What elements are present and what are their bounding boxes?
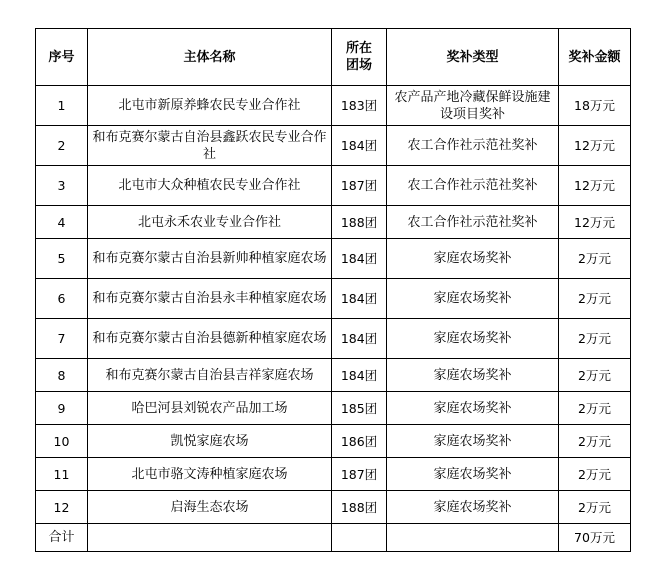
- row-type: 家庭农场奖补: [387, 491, 559, 524]
- row-amount: 2万元: [559, 392, 631, 425]
- row-name: 启海生态农场: [88, 491, 332, 524]
- table-total-row: [36, 524, 631, 552]
- row-type: 家庭农场奖补: [387, 319, 559, 359]
- row-type: 农工合作社示范社奖补: [387, 166, 559, 206]
- row-amount: 12万元: [559, 166, 631, 206]
- row-index: 2: [36, 126, 88, 166]
- row-amount: 2万元: [559, 359, 631, 392]
- row-name: 和布克赛尔蒙古自治县新帅种植家庭农场: [88, 239, 332, 279]
- row-team: 188团: [332, 206, 387, 239]
- row-type: 家庭农场奖补: [387, 239, 559, 279]
- header-amount: 奖补金额: [559, 29, 631, 86]
- row-type: 家庭农场奖补: [387, 359, 559, 392]
- row-type: 家庭农场奖补: [387, 425, 559, 458]
- row-team: 186团: [332, 425, 387, 458]
- total-empty-cell: [387, 524, 559, 552]
- table-header-row: [36, 29, 631, 86]
- row-index: 1: [36, 86, 88, 126]
- row-index: 12: [36, 491, 88, 524]
- row-index: 4: [36, 206, 88, 239]
- row-name: 凯悦家庭农场: [88, 425, 332, 458]
- row-name: 北屯市骆文涛种植家庭农场: [88, 458, 332, 491]
- table-row: [36, 458, 631, 491]
- header-team: [332, 29, 387, 86]
- row-name: 和布克赛尔蒙古自治县德新种植家庭农场: [88, 319, 332, 359]
- subsidy-table: [35, 28, 631, 552]
- row-type: 农工合作社示范社奖补: [387, 126, 559, 166]
- row-team: 184团: [332, 239, 387, 279]
- row-team: 185团: [332, 392, 387, 425]
- row-type: 农产品产地冷藏保鲜设施建设项目奖补: [387, 86, 559, 126]
- row-index: 10: [36, 425, 88, 458]
- row-type: 农工合作社示范社奖补: [387, 206, 559, 239]
- row-name: 北屯市新原养蜂农民专业合作社: [88, 86, 332, 126]
- row-index: 7: [36, 319, 88, 359]
- row-type: 家庭农场奖补: [387, 458, 559, 491]
- row-index: 5: [36, 239, 88, 279]
- row-amount: 2万元: [559, 239, 631, 279]
- row-amount: 2万元: [559, 425, 631, 458]
- table-row: [36, 279, 631, 319]
- table-row: [36, 206, 631, 239]
- row-name: 哈巴河县刘锐农产品加工场: [88, 392, 332, 425]
- row-index: 3: [36, 166, 88, 206]
- header-index: 序号: [36, 29, 88, 86]
- row-amount: 2万元: [559, 319, 631, 359]
- row-amount: 12万元: [559, 206, 631, 239]
- row-team: 184团: [332, 319, 387, 359]
- table-row: [36, 166, 631, 206]
- row-team: 184团: [332, 126, 387, 166]
- row-name: 和布克赛尔蒙古自治县永丰种植家庭农场: [88, 279, 332, 319]
- row-name: 和布克赛尔蒙古自治县鑫跃农民专业合作社: [88, 126, 332, 166]
- row-team: 188团: [332, 491, 387, 524]
- header-team-line2: 团场: [345, 58, 372, 73]
- table-row: [36, 425, 631, 458]
- row-amount: 12万元: [559, 126, 631, 166]
- row-name: 北屯永禾农业专业合作社: [88, 206, 332, 239]
- row-index: 6: [36, 279, 88, 319]
- table-row: [36, 491, 631, 524]
- row-type: 家庭农场奖补: [387, 279, 559, 319]
- header-type: 奖补类型: [387, 29, 559, 86]
- row-name: 北屯市大众种植农民专业合作社: [88, 166, 332, 206]
- table-row: [36, 86, 631, 126]
- row-team: 187团: [332, 458, 387, 491]
- row-amount: 18万元: [559, 86, 631, 126]
- row-team: 184团: [332, 359, 387, 392]
- row-team: 183团: [332, 86, 387, 126]
- total-empty-cell: [88, 524, 332, 552]
- total-amount: 70万元: [559, 524, 631, 552]
- table-row: [36, 359, 631, 392]
- row-name: 和布克赛尔蒙古自治县吉祥家庭农场: [88, 359, 332, 392]
- row-type: 家庭农场奖补: [387, 392, 559, 425]
- row-amount: 2万元: [559, 491, 631, 524]
- row-team: 184团: [332, 279, 387, 319]
- row-amount: 2万元: [559, 458, 631, 491]
- header-name: 主体名称: [88, 29, 332, 86]
- table-row: [36, 239, 631, 279]
- row-team: 187团: [332, 166, 387, 206]
- row-index: 11: [36, 458, 88, 491]
- table-row: [36, 126, 631, 166]
- table-row: [36, 392, 631, 425]
- row-index: 8: [36, 359, 88, 392]
- table-row: [36, 319, 631, 359]
- total-label: 合计: [36, 524, 88, 552]
- header-team-line1: 所在: [345, 41, 372, 56]
- total-empty-cell: [332, 524, 387, 552]
- row-index: 9: [36, 392, 88, 425]
- row-amount: 2万元: [559, 279, 631, 319]
